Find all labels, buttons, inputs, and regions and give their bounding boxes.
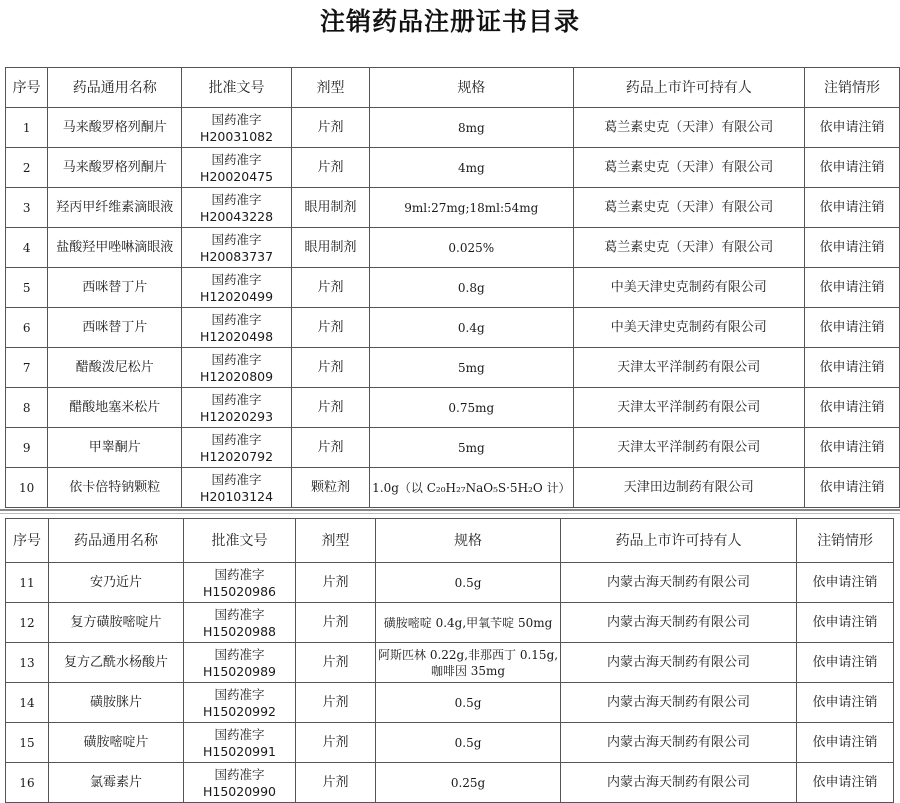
approval-code: H15020991 [202, 743, 277, 759]
deregistration-status: 依申请注销 [804, 148, 899, 188]
row-number: 13 [6, 643, 49, 683]
approval-prefix: 国药准字 [211, 191, 262, 207]
specification [370, 308, 573, 348]
col-header-approval: 批准文号 [184, 519, 296, 563]
specification-line: 5mg [457, 360, 485, 375]
specification [370, 388, 573, 428]
approval-number [184, 763, 296, 803]
table-row [6, 268, 900, 308]
row-number: 7 [6, 348, 48, 388]
approval-code: H15020986 [202, 583, 277, 599]
approval-code: H20020475 [200, 168, 274, 184]
deregistration-status: 依申请注销 [804, 268, 899, 308]
approval-code: H15020989 [202, 663, 277, 679]
specification [370, 348, 573, 388]
specification [370, 228, 573, 268]
specification [376, 723, 561, 763]
approval-prefix: 国药准字 [211, 391, 262, 407]
drug-name: 磺胺脒片 [49, 683, 184, 723]
table-row [6, 308, 900, 348]
table-row [6, 348, 900, 388]
specification-line: 1.0g（以 C₂₀H₂₇NaO₅S·5H₂O 计） [372, 480, 571, 495]
row-number: 4 [6, 228, 48, 268]
dosage-form: 片剂 [296, 603, 376, 643]
row-number: 3 [6, 188, 48, 228]
specification-line: 咖啡因 35mg [430, 663, 506, 678]
drug-name: 复方乙酰水杨酸片 [49, 643, 184, 683]
deregistration-status: 依申请注销 [804, 348, 899, 388]
col-header-spec: 规格 [376, 519, 561, 563]
approval-code: H15020992 [202, 703, 277, 719]
approval-number [182, 348, 292, 388]
dosage-form: 片剂 [296, 643, 376, 683]
dosage-form: 眼用制剂 [291, 228, 369, 268]
specification [370, 108, 573, 148]
deregistration-status: 依申请注销 [797, 643, 894, 683]
specification-line: 0.025% [448, 240, 495, 255]
deregistration-status: 依申请注销 [797, 763, 894, 803]
col-header-form: 剂型 [296, 519, 376, 563]
drug-name: 羟丙甲纤维素滴眼液 [48, 188, 182, 228]
drug-name: 依卡倍特钠颗粒 [48, 468, 182, 508]
deregistration-status: 依申请注销 [797, 603, 894, 643]
specification-line: 5mg [457, 440, 485, 455]
approval-code: H20083737 [200, 248, 274, 264]
dosage-form: 片剂 [291, 108, 369, 148]
deregistration-status: 依申请注销 [797, 683, 894, 723]
license-holder: 天津太平洋制药有限公司 [573, 348, 804, 388]
approval-prefix: 国药准字 [211, 111, 262, 127]
deregistration-status: 依申请注销 [804, 388, 899, 428]
approval-code: H12020293 [200, 408, 274, 424]
approval-number [184, 603, 296, 643]
dosage-form: 眼用制剂 [291, 188, 369, 228]
approval-prefix: 国药准字 [214, 686, 265, 702]
deregistration-status: 依申请注销 [804, 228, 899, 268]
table-row [6, 428, 900, 468]
approval-prefix: 国药准字 [211, 271, 262, 287]
specification-line: 0.75mg [448, 400, 495, 415]
license-holder: 内蒙古海天制药有限公司 [561, 603, 797, 643]
approval-code: H20031082 [200, 128, 274, 144]
drug-name: 安乃近片 [49, 563, 184, 603]
table-row [6, 763, 894, 803]
row-number: 1 [6, 108, 48, 148]
specification-line: 9ml:27mg;18ml:54mg [404, 200, 539, 215]
drug-name: 马来酸罗格列酮片 [48, 148, 182, 188]
license-holder: 内蒙古海天制药有限公司 [561, 563, 797, 603]
col-header-holder: 药品上市许可持有人 [573, 68, 804, 108]
table-row [6, 563, 894, 603]
deregistration-status: 依申请注销 [804, 308, 899, 348]
row-number: 10 [6, 468, 48, 508]
table-row [6, 723, 894, 763]
col-header-approval: 批准文号 [182, 68, 292, 108]
col-header-no: 序号 [6, 68, 48, 108]
approval-prefix: 国药准字 [211, 311, 262, 327]
specification-line: 4mg [457, 160, 485, 175]
specification [376, 643, 561, 683]
dosage-form: 片剂 [291, 268, 369, 308]
license-holder: 中美天津史克制药有限公司 [573, 268, 804, 308]
deregistration-status: 依申请注销 [797, 723, 894, 763]
approval-number [182, 268, 292, 308]
col-header-spec: 规格 [370, 68, 573, 108]
row-number: 14 [6, 683, 49, 723]
row-number: 6 [6, 308, 48, 348]
dosage-form: 片剂 [291, 428, 369, 468]
dosage-form: 片剂 [296, 683, 376, 723]
col-header-status: 注销情形 [797, 519, 894, 563]
approval-code: H20103124 [200, 488, 274, 504]
row-number: 12 [6, 603, 49, 643]
approval-prefix: 国药准字 [214, 566, 265, 582]
approval-code: H12020792 [200, 448, 274, 464]
page-break-line-inner [0, 513, 900, 514]
row-number: 2 [6, 148, 48, 188]
license-holder: 葛兰素史克（天津）有限公司 [573, 148, 804, 188]
license-holder: 内蒙古海天制药有限公司 [561, 683, 797, 723]
license-holder: 天津田边制药有限公司 [573, 468, 804, 508]
approval-number [184, 643, 296, 683]
dosage-form: 片剂 [296, 723, 376, 763]
approval-number [182, 148, 292, 188]
col-header-status: 注销情形 [804, 68, 899, 108]
approval-number [182, 428, 292, 468]
approval-prefix: 国药准字 [211, 431, 262, 447]
row-number: 9 [6, 428, 48, 468]
specification-line: 0.5g [454, 735, 482, 750]
row-number: 15 [6, 723, 49, 763]
specification [376, 763, 561, 803]
col-header-name: 药品通用名称 [48, 68, 182, 108]
license-holder: 葛兰素史克（天津）有限公司 [573, 108, 804, 148]
approval-number [182, 308, 292, 348]
specification [376, 683, 561, 723]
approval-code: H12020809 [200, 368, 274, 384]
approval-code: H12020498 [200, 328, 274, 344]
document-title: 注销药品注册证书目录 [319, 7, 580, 36]
col-header-no: 序号 [6, 519, 49, 563]
row-number: 16 [6, 763, 49, 803]
specification-line: 0.4g [457, 320, 485, 335]
table-row [6, 228, 900, 268]
approval-prefix: 国药准字 [211, 351, 262, 367]
table-row [6, 108, 900, 148]
approval-number [182, 228, 292, 268]
approval-prefix: 国药准字 [211, 471, 262, 487]
approval-number [182, 388, 292, 428]
specification-line: 0.5g [454, 695, 482, 710]
dosage-form: 片剂 [291, 308, 369, 348]
approval-code: H12020499 [200, 288, 274, 304]
approval-number [184, 723, 296, 763]
table-row [6, 468, 900, 508]
page-break-line [0, 509, 900, 511]
deregistration-status: 依申请注销 [804, 108, 899, 148]
approval-code: H15020990 [202, 783, 277, 799]
specification-line: 0.5g [454, 575, 482, 590]
drug-name: 磺胺嘧啶片 [49, 723, 184, 763]
drug-name: 醋酸泼尼松片 [48, 348, 182, 388]
specification-line: 0.8g [457, 280, 485, 295]
approval-prefix: 国药准字 [214, 646, 265, 662]
col-header-form: 剂型 [291, 68, 369, 108]
approval-prefix: 国药准字 [211, 231, 262, 247]
approval-number [184, 683, 296, 723]
approval-prefix: 国药准字 [214, 766, 265, 782]
specification [370, 468, 573, 508]
dosage-form: 片剂 [291, 348, 369, 388]
drug-name: 西咪替丁片 [48, 268, 182, 308]
license-holder: 葛兰素史克（天津）有限公司 [573, 228, 804, 268]
drug-name: 西咪替丁片 [48, 308, 182, 348]
specification-line: 阿斯匹林 0.22g,非那西丁 0.15g, [378, 647, 559, 662]
table-row [6, 603, 894, 643]
table-row [6, 148, 900, 188]
table-row [6, 388, 900, 428]
license-holder: 中美天津史克制药有限公司 [573, 308, 804, 348]
row-number: 11 [6, 563, 49, 603]
license-holder: 内蒙古海天制药有限公司 [561, 763, 797, 803]
header-row [6, 519, 894, 563]
deregistration-table-part-2 [5, 518, 894, 803]
col-header-name: 药品通用名称 [49, 519, 184, 563]
approval-prefix: 国药准字 [211, 151, 262, 167]
approval-prefix: 国药准字 [214, 606, 265, 622]
approval-code: H20043228 [200, 208, 274, 224]
approval-prefix: 国药准字 [214, 726, 265, 742]
row-number: 8 [6, 388, 48, 428]
license-holder: 内蒙古海天制药有限公司 [561, 723, 797, 763]
dosage-form: 颗粒剂 [291, 468, 369, 508]
table-row [6, 683, 894, 723]
specification-line: 0.25g [450, 775, 486, 790]
drug-name: 马来酸罗格列酮片 [48, 108, 182, 148]
specification [370, 148, 573, 188]
deregistration-status: 依申请注销 [804, 468, 899, 508]
dosage-form: 片剂 [291, 148, 369, 188]
approval-number [182, 468, 292, 508]
drug-name: 盐酸羟甲唑啉滴眼液 [48, 228, 182, 268]
dosage-form: 片剂 [296, 763, 376, 803]
deregistration-table-part-1 [5, 67, 900, 508]
license-holder: 葛兰素史克（天津）有限公司 [573, 188, 804, 228]
drug-name: 复方磺胺嘧啶片 [49, 603, 184, 643]
drug-name: 甲睾酮片 [48, 428, 182, 468]
specification-line: 磺胺嘧啶 0.4g,甲氧苄啶 50mg [383, 615, 553, 630]
approval-number [182, 188, 292, 228]
col-header-holder: 药品上市许可持有人 [561, 519, 797, 563]
license-holder: 天津太平洋制药有限公司 [573, 428, 804, 468]
dosage-form: 片剂 [296, 563, 376, 603]
deregistration-status: 依申请注销 [797, 563, 894, 603]
approval-number [184, 563, 296, 603]
approval-code: H15020988 [202, 623, 277, 639]
drug-name: 氯霉素片 [49, 763, 184, 803]
header-row [6, 68, 900, 108]
deregistration-status: 依申请注销 [804, 188, 899, 228]
deregistration-status: 依申请注销 [804, 428, 899, 468]
license-holder: 内蒙古海天制药有限公司 [561, 643, 797, 683]
table-row [6, 188, 900, 228]
license-holder: 天津太平洋制药有限公司 [573, 388, 804, 428]
specification [370, 428, 573, 468]
specification [376, 563, 561, 603]
dosage-form: 片剂 [291, 388, 369, 428]
approval-number [182, 108, 292, 148]
row-number: 5 [6, 268, 48, 308]
drug-name: 醋酸地塞米松片 [48, 388, 182, 428]
specification [376, 603, 561, 643]
specification-line: 8mg [457, 120, 485, 135]
specification [370, 188, 573, 228]
specification [370, 268, 573, 308]
table-row [6, 643, 894, 683]
